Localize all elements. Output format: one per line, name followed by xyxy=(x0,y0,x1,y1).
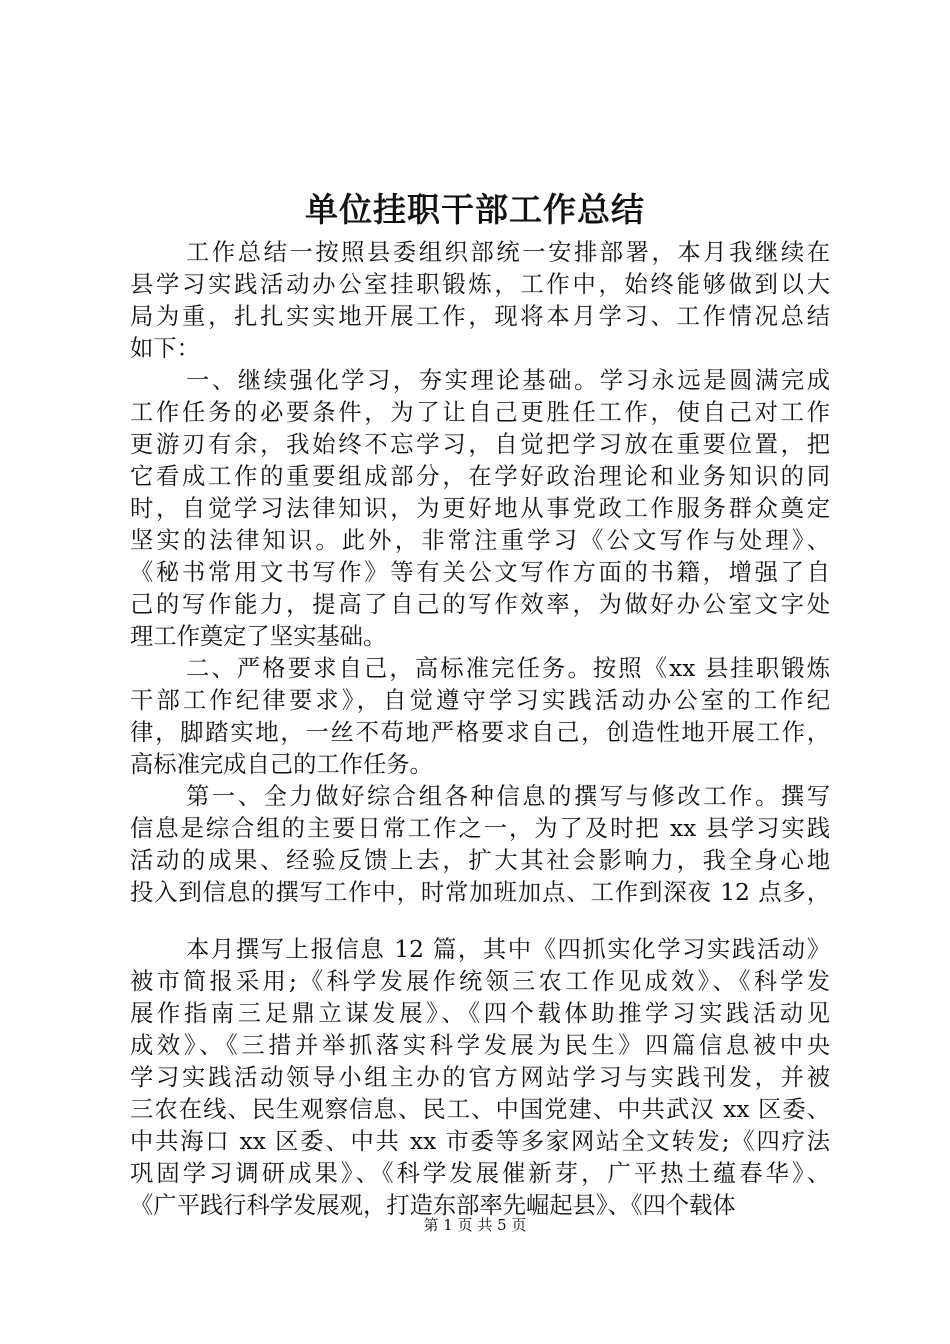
body-text-line: 干部工作纪律要求》，自觉遵守学习实践活动办公室的工作纪 xyxy=(130,687,830,714)
body-text-line: 三农在线、民生观察信息、民工、中国党建、中共武汉 xx 区委、 xyxy=(130,1096,830,1123)
body-text-line: 信息是综合组的主要日常工作之一，为了及时把 xx 县学习实践 xyxy=(130,815,830,842)
body-text-line: 一、继续强化学习，夯实理论基础。学习永远是圆满完成 xyxy=(186,367,830,394)
body-text-line: 县学习实践活动办公室挂职锻炼，工作中，始终能够做到以大 xyxy=(130,271,830,298)
body-text-line: 更游刃有余，我始终不忘学习，自觉把学习放在重要位置，把 xyxy=(130,431,830,458)
body-text-line: 高标准完成自己的工作任务。 xyxy=(130,751,433,778)
body-text-line: 被市简报采用;《科学发展作统领三农工作见成效》、《科学发 xyxy=(130,968,830,995)
page-footer: 第 1 页 共 5 页 xyxy=(423,1216,527,1234)
body-text-line: 如下： xyxy=(130,335,200,362)
body-text-line: 时，自觉学习法律知识，为更好地从事党政工作服务群众奠定 xyxy=(130,495,830,522)
body-text-line: 工作总结一按照县委组织部统一安排部署，本月我继续在 xyxy=(186,239,830,266)
body-text-line: 工作任务的必要条件，为了让自己更胜任工作，使自己对工作 xyxy=(130,399,830,426)
body-text-line: 第一、全力做好综合组各种信息的撰写与修改工作。撰写 xyxy=(186,783,830,810)
body-text-line: 中共海口 xx 区委、中共 xx 市委等多家网站全文转发;《四疗法 xyxy=(130,1128,830,1155)
body-text-line: 成效》、《三措并举抓落实科学发展为民生》四篇信息被中央 xyxy=(130,1032,830,1059)
body-text-line: 活动的成果、经验反馈上去，扩大其社会影响力，我全身心地 xyxy=(130,847,830,874)
document-title: 单位挂职干部工作总结 xyxy=(305,190,645,229)
body-text-line: 展作指南三足鼎立谋发展》、《四个载体助推学习实践活动见 xyxy=(130,1000,830,1027)
body-text-line: 局为重，扎扎实实地开展工作，现将本月学习、工作情况总结 xyxy=(130,303,830,330)
body-text-line: 它看成工作的重要组成部分，在学好政治理论和业务知识的同 xyxy=(130,463,830,490)
body-text-line: 本月撰写上报信息 12 篇，其中《四抓实化学习实践活动》 xyxy=(186,936,830,963)
body-text-line: 律，脚踏实地，一丝不苟地严格要求自己，创造性地开展工作， xyxy=(130,719,830,746)
body-text-line: 《秘书常用文书写作》等有关公文写作方面的书籍，增强了自 xyxy=(130,559,830,586)
body-text-line: 巩固学习调研成果》、《科学发展催新芽，广平热土蕴春华》、 xyxy=(130,1160,830,1187)
body-text-line: 己的写作能力，提高了自己的写作效率，为做好办公室文字处 xyxy=(130,591,830,618)
body-text-line: 学习实践活动领导小组主办的官方网站学习与实践刊发，并被 xyxy=(130,1064,830,1091)
body-text-line: 二、严格要求自己，高标准完任务。按照《xx 县挂职锻炼 xyxy=(186,655,830,682)
body-text-line: 理工作奠定了坚实基础。 xyxy=(130,623,387,650)
body-text-line: 《广平践行科学发展观，打造东部率先崛起县》、《四个载体 xyxy=(130,1192,736,1219)
body-text-line: 坚实的法律知识。此外，非常注重学习《公文写作与处理》、 xyxy=(130,527,830,554)
body-text-line: 投入到信息的撰写工作中，时常加班加点、工作到深夜 12 点多， xyxy=(130,879,830,906)
